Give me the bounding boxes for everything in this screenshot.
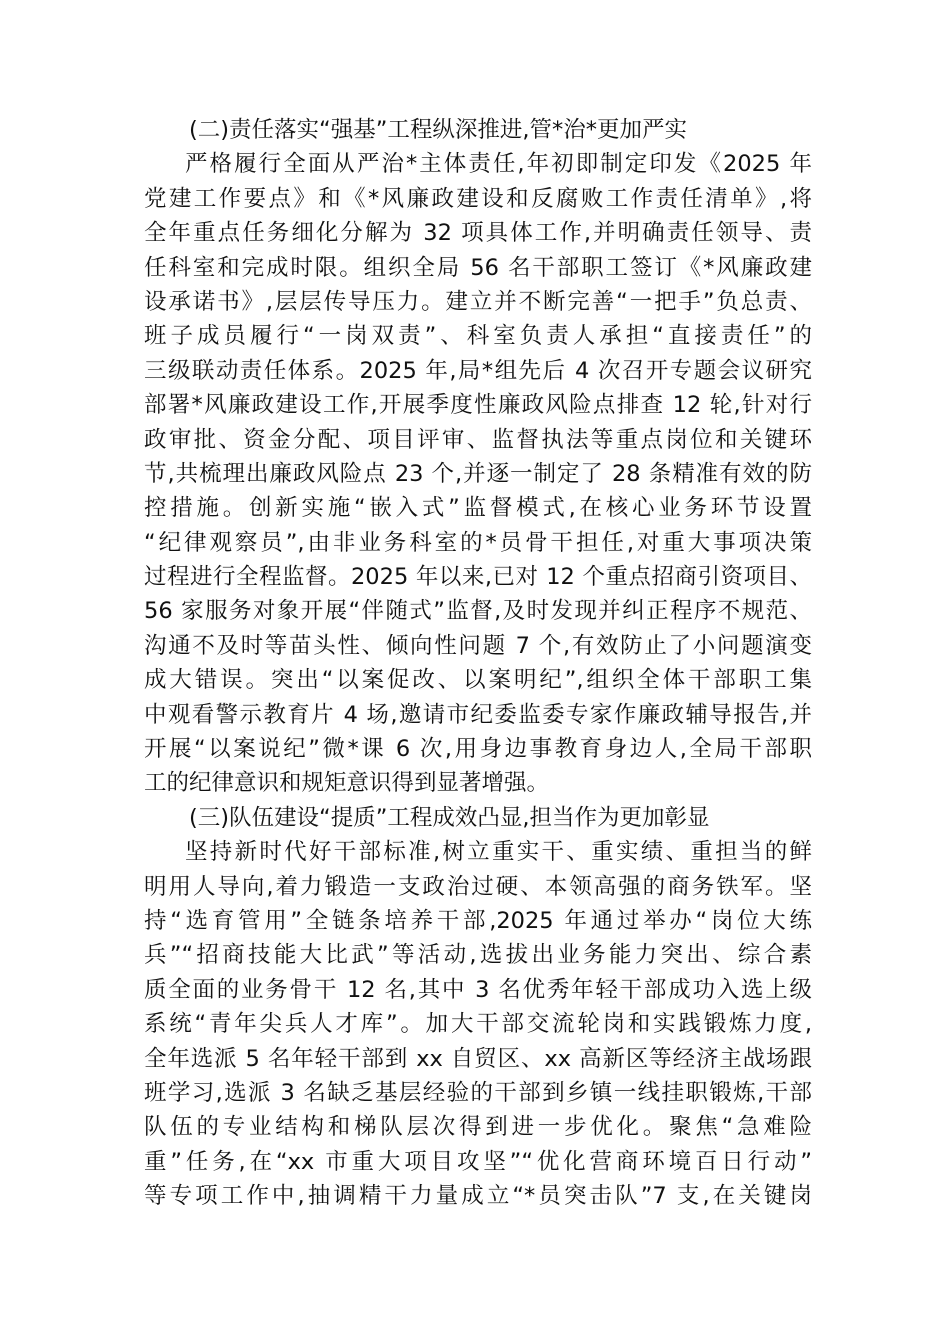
section-2-line-6: 班子成员履行“一岗双责”、科室负责人承担“直接责任”的: [144, 323, 812, 350]
section-2-line-5: 设承诺书》,层层传导压力。建立并不断完善“一把手”负总责、: [144, 288, 812, 315]
section-2-line-10: 节,共梳理出廉政风险点 23 个,并逐一制定了 28 条精准有效的防: [144, 460, 812, 487]
section-2-line-4: 任科室和完成时限。组织全局 56 名干部职工签订《*风廉政建: [144, 254, 812, 281]
section-2-line-19: 工的纪律意识和规矩意识得到显著增强。: [144, 770, 550, 797]
section-3-line-6: 系统“青年尖兵人才库”。加大干部交流轮岗和实践锻炼力度,: [144, 1011, 812, 1038]
section-3-line-8: 班学习,选派 3 名缺乏基层经验的干部到乡镇一线挂职锻炼,干部: [144, 1079, 812, 1106]
section-3-line-2: 明用人导向,着力锻造一支政治过硬、本领高强的商务铁军。坚: [144, 873, 812, 900]
section-2-line-8: 部署*风廉政建设工作,开展季度性廉政风险点排查 12 轮,针对行: [144, 392, 812, 419]
section-2-line-9: 政审批、资金分配、项目评审、监督执法等重点岗位和关键环: [144, 426, 812, 453]
section-3-heading: (三)队伍建设“提质”工程成效凸显,担当作为更加彰显: [189, 804, 710, 831]
section-2-heading: (二)责任落实“强基”工程纵深推进,管*治*更加严实: [189, 117, 688, 143]
section-2-line-7: 三级联动责任体系。2025 年,局*组先后 4 次召开专题会议研究: [144, 357, 812, 384]
section-3-line-10: 重”任务,在“xx 市重大项目攻坚”“优化营商环境百日行动”: [144, 1148, 812, 1175]
section-3-line-9: 队伍的专业结构和梯队层次得到进一步优化。聚焦“急难险: [144, 1114, 812, 1141]
section-2-line-2: 党建工作要点》和《*风廉政建设和反腐败工作责任清单》,将: [144, 185, 812, 212]
section-2-line-18: 开展“以案说纪”微*课 6 次,用身边事教育身边人,全局干部职: [144, 736, 812, 763]
section-3-line-5: 质全面的业务骨干 12 名,其中 3 名优秀年轻干部成功入选上级: [144, 976, 812, 1003]
section-2-line-15: 沟通不及时等苗头性、倾向性问题 7 个,有效防止了小问题演变: [144, 632, 812, 659]
section-2-line-14: 56 家服务对象开展“伴随式”监督,及时发现并纠正程序不规范、: [144, 598, 812, 625]
section-3-line-7: 全年选派 5 名年轻干部到 xx 自贸区、xx 高新区等经济主战场跟: [144, 1045, 812, 1072]
section-2-line-16: 成大错误。突出“以案促改、以案明纪”,组织全体干部职工集: [144, 667, 812, 694]
section-3-line-4: 兵”“招商技能大比武”等活动,选拔出业务能力突出、综合素: [144, 942, 812, 969]
section-2-line-3: 全年重点任务细化分解为 32 项具体工作,并明确责任领导、责: [144, 220, 812, 247]
section-3-line-11: 等专项工作中,抽调精干力量成立“*员突击队”7 支,在关键岗: [144, 1183, 812, 1210]
document-body: [144, 113, 812, 1214]
section-2-line-11: 控措施。创新实施“嵌入式”监督模式,在核心业务环节设置: [144, 495, 812, 522]
section-3-line-1: 坚持新时代好干部标准,树立重实干、重实绩、重担当的鲜: [185, 839, 812, 866]
section-2-line-13: 过程进行全程监督。2025 年以来,已对 12 个重点招商引资项目、: [144, 564, 812, 591]
section-2-line-17: 中观看警示教育片 4 场,邀请市纪委监委专家作廉政辅导报告,并: [144, 701, 812, 728]
section-2-line-12: “纪律观察员”,由非业务科室的*员骨干担任,对重大事项决策: [144, 529, 812, 556]
section-2-line-1: 严格履行全面从严治*主体责任,年初即制定印发《2025 年: [185, 151, 812, 178]
section-3-line-3: 持“选育管用”全链条培养干部,2025 年通过举办“岗位大练: [144, 907, 812, 934]
